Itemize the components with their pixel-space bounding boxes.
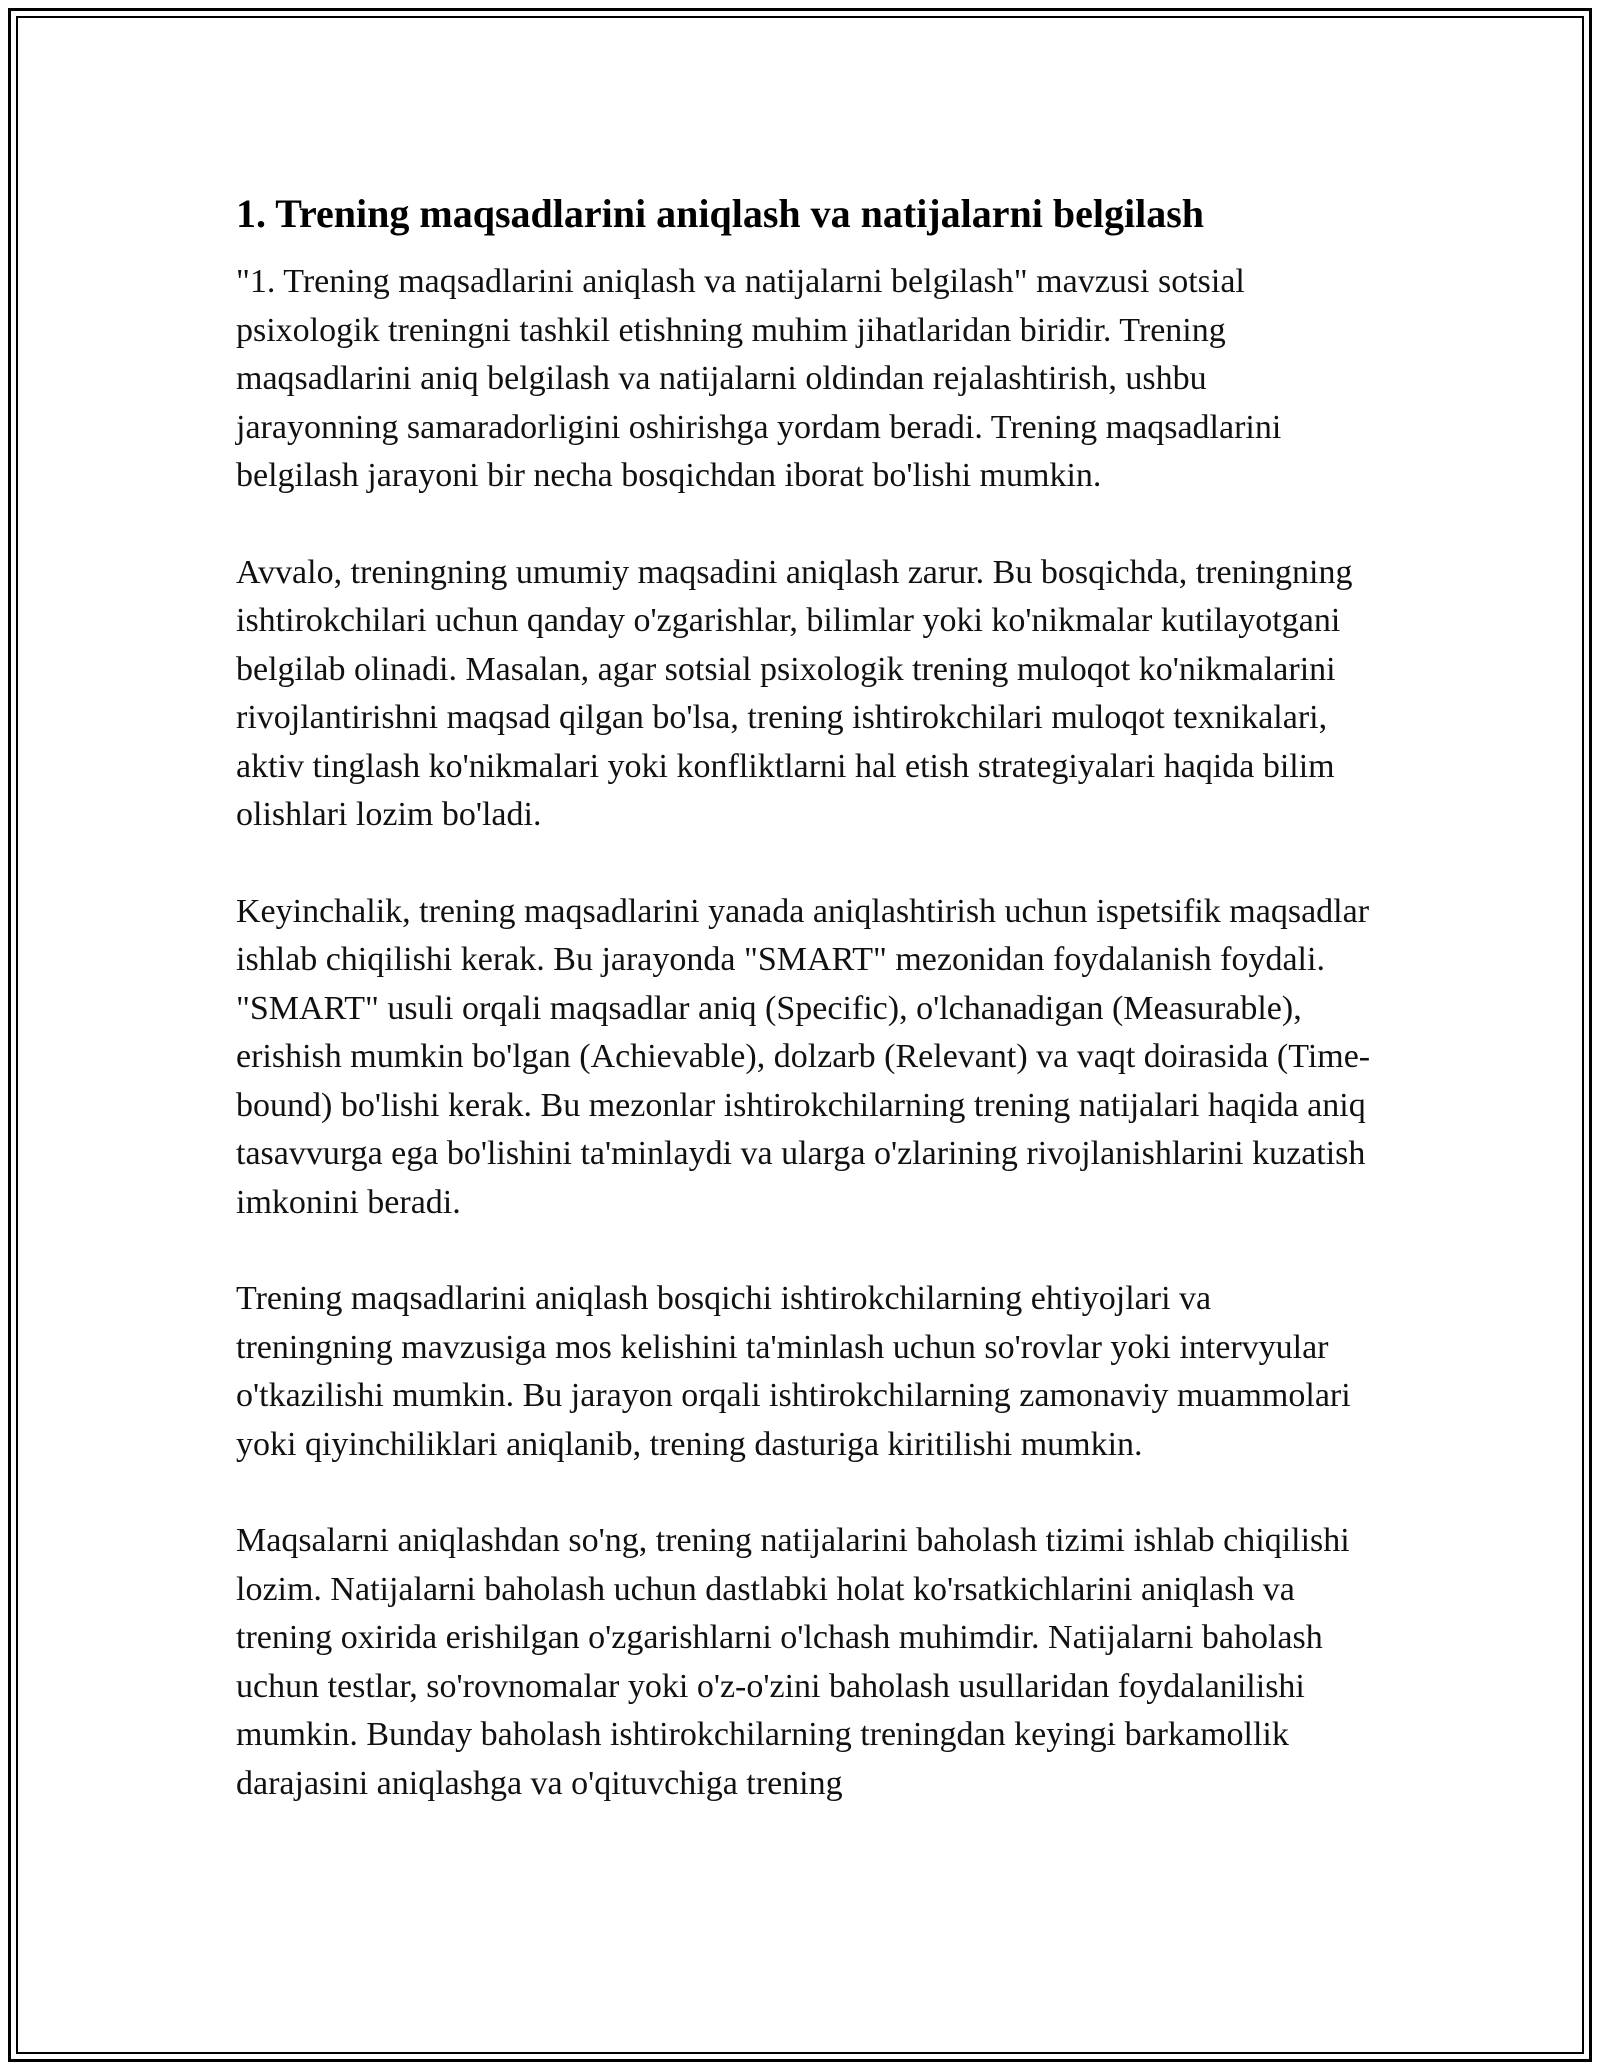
document-body <box>236 188 1376 1856</box>
paragraph-5: Maqsalarni aniqlashdan so'ng, trening natijalarini baholash tizimi ishlab chiqilishi lozim. Natijalarni baholash uchun dastlabki holat ko'rsatkichlarini aniqlash va trening oxirida erishilgan o'zgarishlarni o'lchash muhimdir. Natijalarni baholash uchun testlar, so'rovnomalar yoki o'z-o'zini baholash usullaridan foydalanilishi mumkin. Bunday baholash ishtirokchilarning treningdan keyingi barkamollik darajasini aniqlashga va o'qituvchiga trening <box>236 1522 1350 1802</box>
paragraph-2: Avvalo, treningning umumiy maqsadini aniqlash zarur. Bu bosqichda, treningning ishtirokchilari uchun qanday o'zgarishlar, bilimlar yoki ko'nikmalar kutilayotgani belgilab olinadi. Masalan, agar sotsial psixologik trening muloqot ko'nikmalarini rivojlantirishni maqsad qilgan bo'lsa, trening ishtirokchilari muloqot texnikalari, aktiv tinglash ko'nikmalari yoki konfliktlarni hal etish strategiyalari haqida bilim olishlari lozim bo'ladi. <box>236 553 1353 833</box>
paragraph-3: Keyinchalik, trening maqsadlarini yanada aniqlashtirish uchun ispetsifik maqsadlar ishlab chiqilishi kerak. Bu jarayonda "SMART" mezonidan foydalanish foydali. "SMART" usuli orqali maqsadlar aniq (Specific), o'lchanadigan (Measurable), erishish mumkin bo'lgan (Achievable), dolzarb (Relevant) va vaqt doirasida (Time-bound) bo'lishi kerak. Bu mezonlar ishtirokchilarning trening natijalari haqida aniq tasavvurga ega bo'lishini ta'minlaydi va ularga o'zlarining rivojlanishlarini kuzatish imkonini beradi. <box>236 892 1371 1221</box>
section-heading: 1. Trening maqsadlarini aniqlash va natijalarni belgilash <box>236 191 1205 236</box>
paragraph-4: Trening maqsadlarini aniqlash bosqichi ishtirokchilarning ehtiyojlari va treningning mavzusiga mos kelishini ta'minlash uchun so'rovlar yoki intervyular o'tkazilishi mumkin. Bu jarayon orqali ishtirokchilarning zamonaviy muammolari yoki qiyinchiliklari aniqlanib, trening dasturiga kiritilishi mumkin. <box>236 1280 1351 1463</box>
paragraph-1: "1. Trening maqsadlarini aniqlash va natijalarni belgilash" mavzusi sotsial psixologik treningni tashkil etishning muhim jihatlaridan biridir. Trening maqsadlarini aniq belgilash va natijalarni oldindan rejalashtirish, ushbu jarayonning samaradorligini oshirishga yordam beradi. Trening maqsadlarini belgilash jarayoni bir necha bosqichdan iborat bo'lishi mumkin. <box>236 263 1282 494</box>
